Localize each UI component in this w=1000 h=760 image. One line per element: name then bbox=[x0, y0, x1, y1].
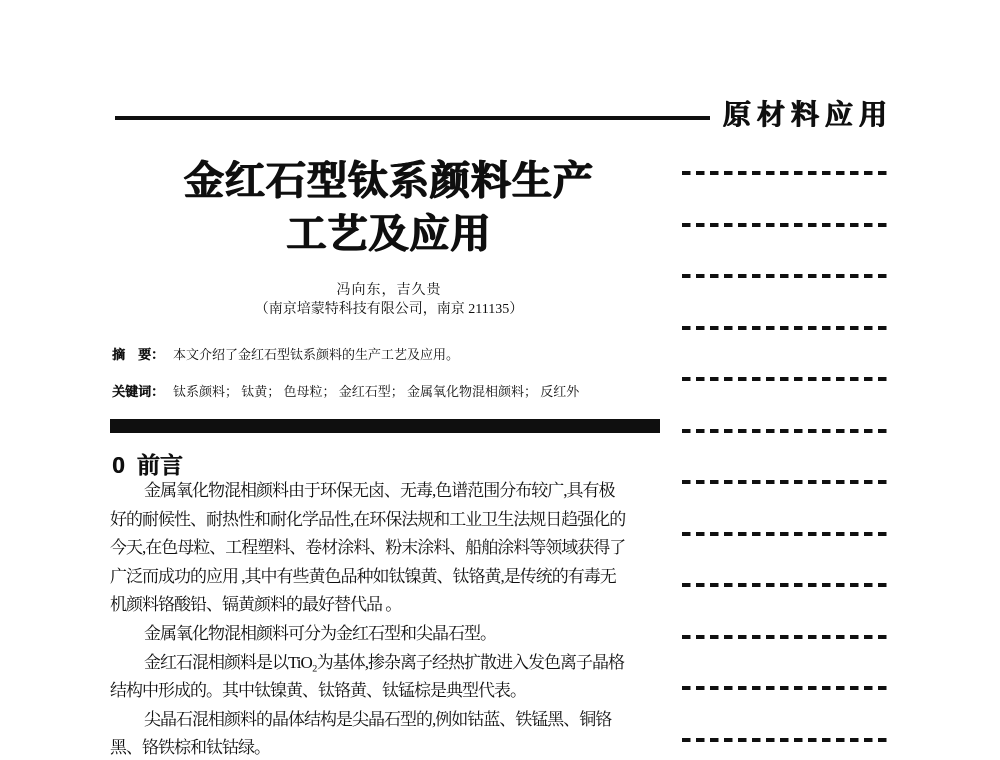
divider-bar bbox=[110, 419, 660, 433]
text-line: 机颜料铬酸铅、镉黄颜料的最好替代品 。 bbox=[110, 595, 402, 615]
text-line: 黑、铬铁棕和钛钴绿。 bbox=[110, 738, 270, 758]
text-line: 结构中形成的。其中钛镍黄、钛铬黄、钛锰棕是典型代表。 bbox=[110, 681, 526, 701]
dashed-line bbox=[682, 223, 890, 227]
text-line: 金红石混相颜料是以TiO₂为基体,掺杂离子经热扩散进入发色离子晶格 bbox=[144, 652, 624, 672]
section-heading bbox=[112, 447, 183, 480]
abstract-label: 摘 要： bbox=[112, 347, 165, 362]
dashed-line bbox=[682, 480, 890, 484]
dashed-line bbox=[682, 532, 890, 536]
text-line: 尖晶石混相颜料的晶体结构是尖晶石型的,例如钴蓝、铁锰黑、铜铬 bbox=[144, 709, 612, 729]
authors: 冯向东，吉久贵 bbox=[336, 283, 442, 298]
keywords-text: 钛系颜料； 钛黄； 色母粒； 金红石型； 金属氧化物混相颜料； 反红外 bbox=[173, 384, 580, 399]
dashed-line bbox=[682, 274, 890, 278]
journal-category-label: 原材料应用 bbox=[723, 99, 894, 130]
dashed-line bbox=[682, 171, 890, 175]
dashed-line bbox=[682, 635, 890, 639]
section-title: 前言 bbox=[136, 452, 183, 478]
abstract-text: 本文介绍了金红石型钛系颜料的生产工艺及应用。 bbox=[173, 347, 460, 362]
margin-dashed-lines bbox=[682, 171, 890, 742]
dashed-line bbox=[682, 377, 890, 381]
dashed-line bbox=[682, 326, 890, 330]
article-title-line-1: 金红石型钛系颜料生产 bbox=[184, 159, 594, 203]
dashed-line bbox=[682, 583, 890, 587]
abstract-row bbox=[112, 344, 672, 363]
body-text bbox=[110, 477, 650, 760]
article-title bbox=[113, 155, 665, 261]
keywords-label: 关键词： bbox=[112, 384, 165, 399]
dashed-line bbox=[682, 686, 890, 690]
text-line: 金属氧化物混相颜料由于环保无卤、无毒,色谱范围分布较广,具有极 bbox=[144, 481, 615, 500]
text-line: 好的耐候性、耐热性和耐化学品性,在环保法规和工业卫生法规日趋强化的 bbox=[110, 509, 626, 529]
text-line: 今天,在色母粒、工程塑料、卷材涂料、粉末涂料、船舶涂料等领域获得了 bbox=[110, 538, 626, 558]
keywords-row bbox=[112, 381, 672, 400]
text-line: 金属氧化物混相颜料可分为金红石型和尖晶石型。 bbox=[144, 623, 496, 643]
dashed-line bbox=[682, 429, 890, 433]
text-line: 广泛而成功的应用 ,其中有些黄色品种如钛镍黄、钛铬黄,是传统的有毒无 bbox=[110, 566, 616, 586]
affiliation: （南京培蒙特科技有限公司，南京 211135） bbox=[254, 302, 524, 317]
dashed-line bbox=[682, 738, 890, 742]
article-title-line-2: 工艺及应用 bbox=[286, 212, 492, 256]
header-rule-line bbox=[115, 116, 710, 120]
section-number: 0 bbox=[112, 452, 125, 478]
